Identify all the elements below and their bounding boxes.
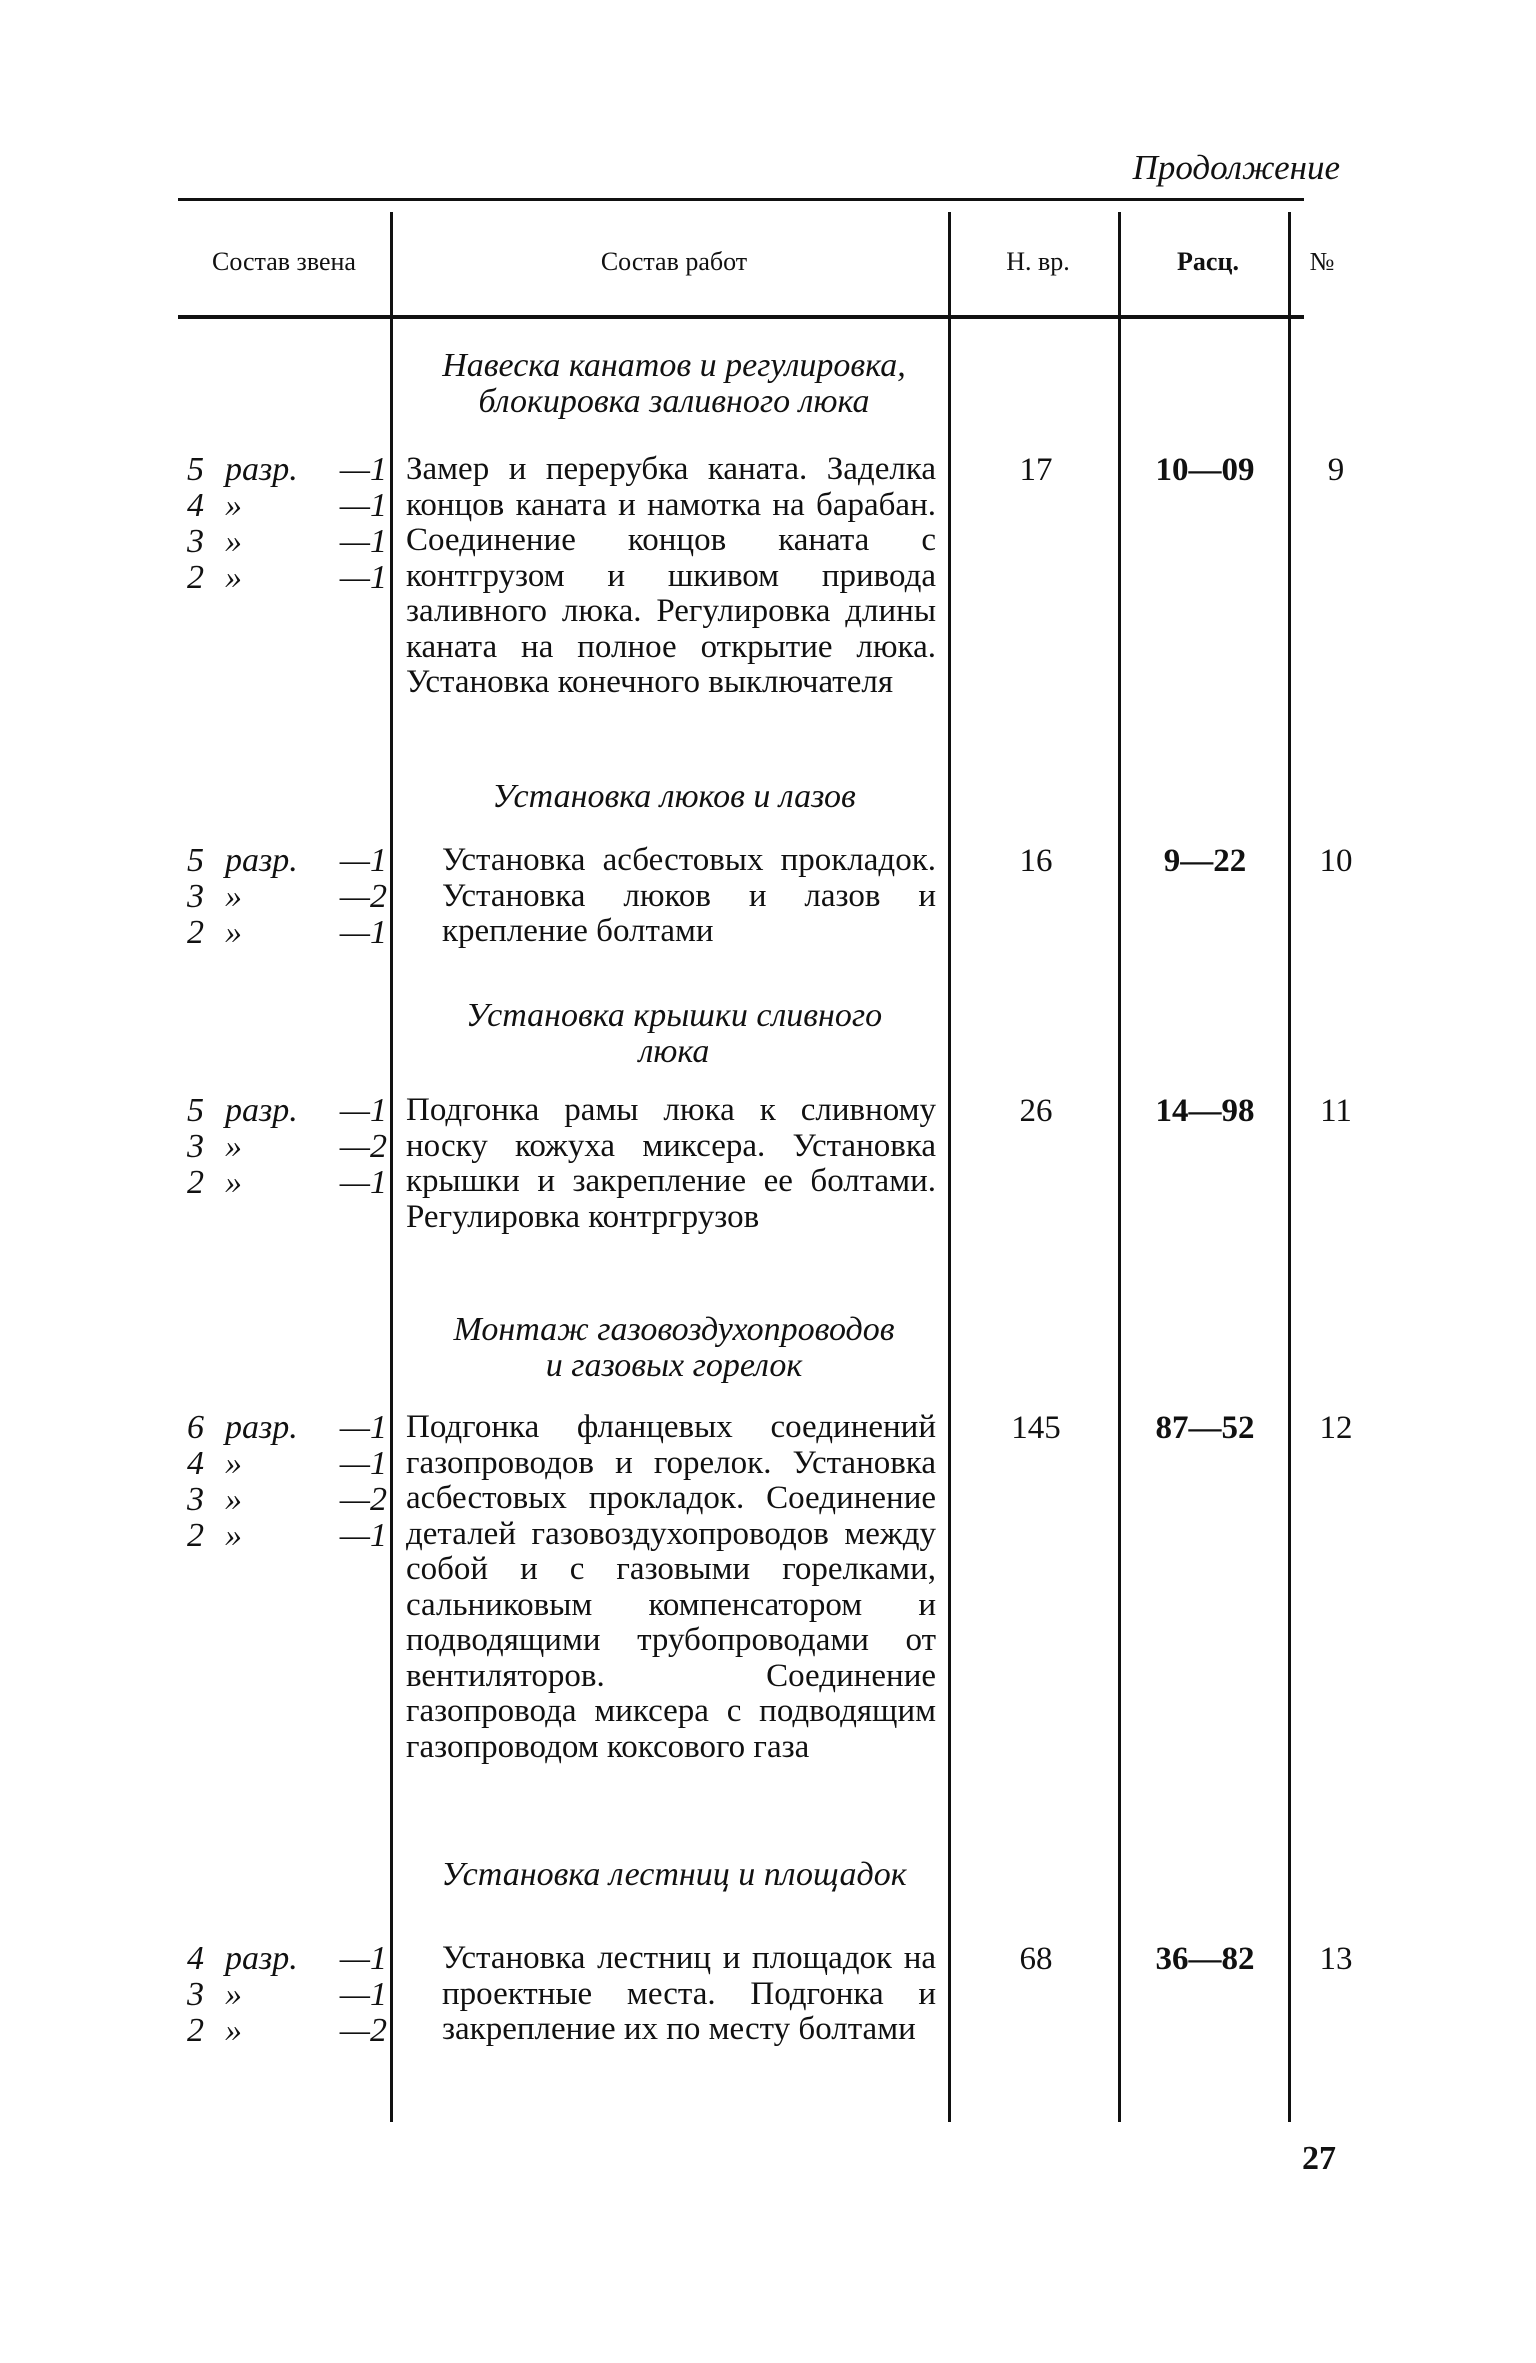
crew-composition [187,1410,387,1554]
section-title: Установка крышки сливного люка [465,997,883,1070]
norm-time-value: 145 [1011,1410,1061,1446]
crew-row: 2 » —1 [187,1164,387,1201]
crew-row: 2 » —1 [187,1517,387,1554]
crew-row: 2 » —1 [187,559,387,596]
item-number: 12 [1319,1410,1353,1446]
norm-time-value: 26 [1019,1093,1053,1129]
norm-time-value: 68 [1019,1941,1053,1977]
crew-row: 3 » —1 [187,523,387,560]
crew-row: 3 » —2 [187,878,387,915]
header-rate: Расц. [1177,247,1239,276]
item-number: 9 [1327,452,1345,488]
norm-time-value: 16 [1019,843,1053,879]
crew-row: 5 разр. —1 [187,1092,387,1129]
page-number: 27 [1302,2140,1336,2177]
crew-row: 5 разр. —1 [187,842,387,879]
column-divider-work-norm [948,212,951,2122]
item-number: 10 [1319,843,1353,879]
header-bottom-rule [178,315,1304,319]
column-divider-crew-work [390,212,393,2122]
header-work: Состав работ [600,247,748,276]
crew-composition [187,452,387,596]
section-title: Навеска канатов и регулировка, блокировка заливного люка [442,347,906,420]
work-description: Замер и перерубка каната. Заделка концов каната и намотка на барабан. Соединение концов каната с контгрузом и шкивом привода заливного люка. Регулировка длины каната на полное открытие люка. Установка конечного выключателя [406,451,936,700]
item-number: 13 [1319,1941,1353,1977]
column-divider-rate-number [1288,212,1291,2122]
section-title: Монтаж газовоздухопроводов и газовых горелок [453,1311,895,1384]
rate-value: 14—98 [1155,1093,1255,1129]
header-crew: Состав звена [212,247,356,276]
work-description: Подгонка фланцевых соединений газопроводов и горелок. Установка асбестовых прокладок. Соединение деталей газовоздухопроводов между собой и с газовыми горелками, сальниковым компенсатором и подводящими трубопроводами от вентиляторов. Соединение газопровода миксера с подводящим газопроводом коксового газа [406,1409,936,1765]
crew-row: 5 разр. —1 [187,451,387,488]
crew-composition [187,843,387,951]
work-description: Подгонка рамы люка к сливному носку кожуха миксера. Установка крышки и закрепление ее болтами. Регулировка контргрузов [406,1092,936,1235]
rate-value: 10—09 [1155,452,1255,488]
table-top-rule [178,198,1304,201]
crew-row: 3 » —1 [187,1976,387,2013]
item-number: 11 [1320,1093,1352,1129]
crew-row: 4 разр. —1 [187,1940,387,1977]
column-divider-norm-rate [1118,212,1121,2122]
rate-value: 87—52 [1155,1410,1255,1446]
crew-row: 2 » —1 [187,914,387,951]
crew-row: 2 » —2 [187,2012,387,2049]
crew-row: 4 » —1 [187,1445,387,1482]
norm-time-value: 17 [1019,452,1053,488]
header-number: № [1309,247,1335,276]
crew-composition [187,1093,387,1201]
crew-row: 6 разр. —1 [187,1409,387,1446]
section-title: Установка лестниц и площадок [441,1856,907,1893]
header-norm-time: Н. вр. [1006,247,1070,276]
crew-row: 4 » —1 [187,487,387,524]
crew-composition [187,1941,387,2049]
crew-row: 3 » —2 [187,1481,387,1518]
rate-value: 36—82 [1155,1941,1255,1977]
section-title: Установка люков и лазов [492,778,856,815]
crew-row: 3 » —2 [187,1128,387,1165]
continued-label: Продолжение [1132,148,1340,187]
rate-value: 9—22 [1163,843,1247,879]
work-description: Установка асбестовых прокладок. Установка люков и лазов и крепление болтами [442,842,936,949]
work-description: Установка лестниц и площадок на проектные места. Подгонка и закрепление их по месту болтами [442,1940,936,2047]
